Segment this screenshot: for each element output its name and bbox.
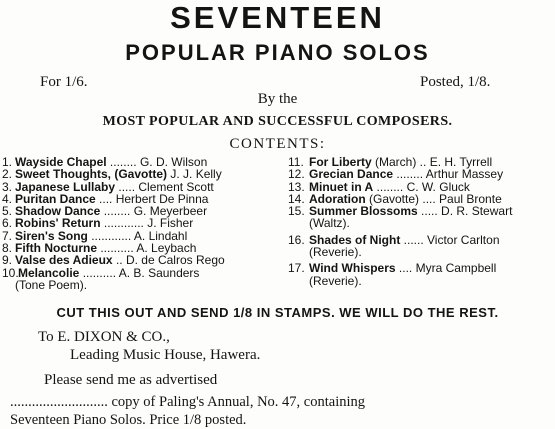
list-item: 10.Melancolie .......... A. B. Saunders <box>2 265 200 280</box>
list-item-note: (Waltz). <box>309 216 350 231</box>
list-item: 4. Puritan Dance .... Herbert De Pinna <box>2 191 209 206</box>
list-item: 1. Wayside Chapel ........ G. D. Wilson <box>2 155 208 169</box>
contents-list-right <box>288 156 553 287</box>
address-recipient: To E. DIXON & CO., <box>38 329 170 345</box>
list-item: 7. Siren's Song ............ A. Lindahl <box>2 228 188 243</box>
order-request: Please send me as advertised <box>44 372 218 388</box>
list-item: 17. Wind Whispers .... Myra Campbell <box>288 261 497 276</box>
list-item-note: (Reverie). <box>309 273 362 288</box>
list-item: 15. Summer Blossoms ..... D. R. Stewart <box>288 204 513 219</box>
list-item: 3. Japanese Lullaby ..... Clement Scott <box>2 179 214 194</box>
price-unposted: For 1/6. <box>40 74 88 90</box>
list-item: 16. Shades of Night ...... Victor Carlton <box>288 232 500 247</box>
order-line-2: Seventeen Piano Solos. Price 1/8 posted. <box>10 412 247 428</box>
advert-title: SEVENTEEN <box>170 0 385 35</box>
list-item-note: (Reverie). <box>309 245 362 260</box>
byline: By the <box>257 91 298 107</box>
list-item: 13. Minuet in A ........ C. W. Gluck <box>288 179 470 194</box>
address-house: Leading Music House, Hawera. <box>70 347 261 363</box>
contents-list-left <box>2 156 284 291</box>
advert-subtitle: POPULAR PIANO SOLOS <box>125 40 430 65</box>
list-item-note: (Tone Poem). <box>15 277 88 292</box>
order-line-1: ........................... copy of Paling's Annual, No. 47, containing <box>10 394 366 410</box>
list-item: 9. Valse des Adieux .. D. de Calros Rego <box>2 253 225 268</box>
call-to-action: CUT THIS OUT AND SEND 1/8 IN STAMPS. WE WILL DO THE REST. <box>56 305 499 320</box>
composers-heading: MOST POPULAR AND SUCCESSFUL COMPOSERS. <box>102 114 453 129</box>
list-item: 12. Grecian Dance ........ Arthur Massey <box>288 167 504 182</box>
list-item: 8. Fifth Nocturne .......... A. Leybach <box>2 241 197 256</box>
list-item: 5. Shadow Dance ........ G. Meyerbeer <box>2 204 208 219</box>
contents-heading: CONTENTS: <box>229 136 326 152</box>
list-item: 6. Robins' Return ............ J. Fisher <box>2 216 194 231</box>
list-item: 14. Adoration (Gavotte) .... Paul Bronte <box>288 191 502 206</box>
list-item: 2. Sweet Thoughts, (Gavotte) J. J. Kelly <box>2 167 222 182</box>
list-item: 11. For Liberty (March) .. E. H. Tyrrell <box>288 155 493 169</box>
price-posted: Posted, 1/8. <box>420 74 491 90</box>
